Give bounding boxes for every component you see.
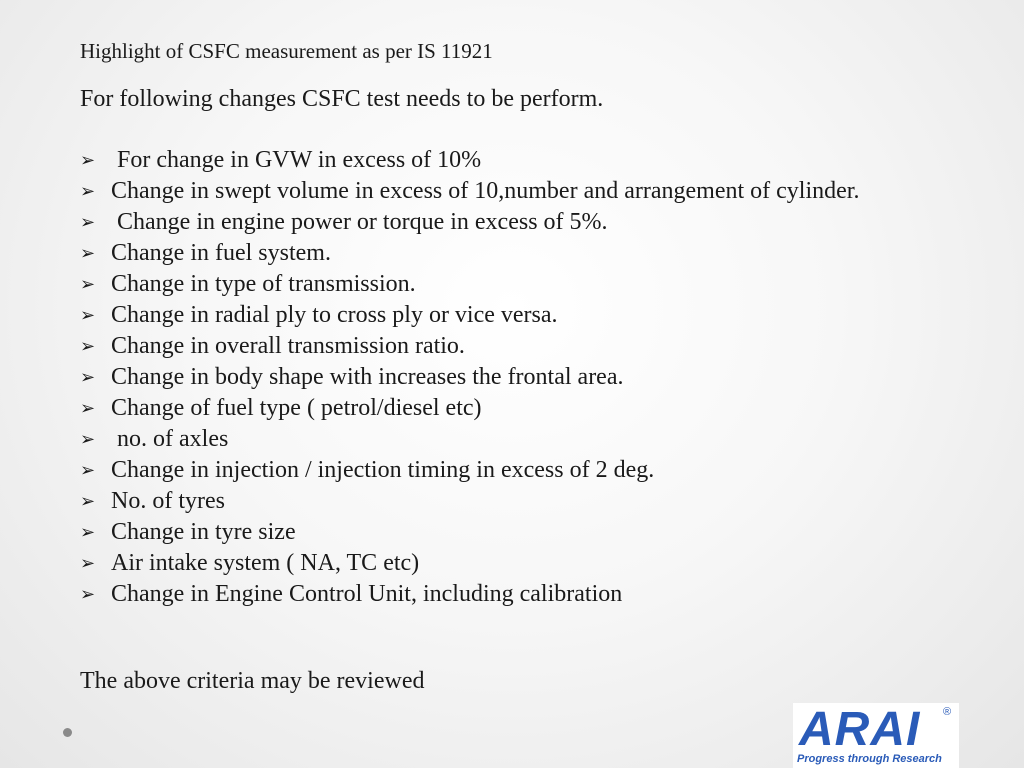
- arrow-bullet-icon: ➢: [80, 181, 96, 202]
- arrow-bullet-icon: ➢: [80, 553, 96, 574]
- list-item: [80, 145, 940, 176]
- list-item: [80, 207, 940, 238]
- list-item-text: no. of axles: [111, 426, 229, 452]
- arrow-bullet-icon: ➢: [80, 336, 96, 357]
- list-item-text: Change in overall transmission ratio.: [111, 333, 465, 359]
- list-item: [80, 362, 940, 393]
- list-item-text: For change in GVW in excess of 10%: [111, 147, 482, 173]
- arai-logo: [793, 703, 959, 768]
- list-item: [80, 517, 940, 548]
- list-item-text: Change in body shape with increases the frontal area.: [111, 364, 624, 390]
- registered-mark: ®: [943, 706, 952, 718]
- list-item-text: Change in type of transmission.: [111, 271, 416, 297]
- arrow-bullet-icon: ➢: [80, 243, 96, 264]
- list-item: [80, 331, 940, 362]
- list-item: [80, 393, 940, 424]
- list-item: [80, 579, 940, 610]
- list-item: [80, 548, 940, 579]
- list-item: [80, 176, 940, 207]
- list-item: [80, 486, 940, 517]
- list-item: [80, 424, 940, 455]
- arrow-bullet-icon: ➢: [80, 491, 96, 512]
- slide-title: Highlight of CSFC measurement as per IS 11921: [80, 39, 493, 63]
- arrow-bullet-icon: ➢: [80, 212, 96, 233]
- arrow-bullet-icon: ➢: [80, 305, 96, 326]
- list-item: [80, 269, 940, 300]
- arrow-bullet-icon: ➢: [80, 522, 96, 543]
- criteria-list: [80, 145, 940, 610]
- list-item-text: Change in swept volume in excess of 10,number and arrangement of cylinder.: [111, 178, 860, 204]
- list-item-text: Change in tyre size: [111, 519, 296, 545]
- intro-text: For following changes CSFC test needs to be perform.: [80, 86, 604, 112]
- list-item: [80, 238, 940, 269]
- closing-text: The above criteria may be reviewed: [80, 668, 425, 694]
- arrow-bullet-icon: ➢: [80, 460, 96, 481]
- list-item: [80, 455, 940, 486]
- slide-indicator-dot-icon: [63, 728, 72, 737]
- list-item-text: Change in fuel system.: [111, 240, 331, 266]
- arrow-bullet-icon: ➢: [80, 274, 96, 295]
- logo-wordmark: ARAI: [799, 703, 921, 756]
- arrow-bullet-icon: ➢: [80, 150, 96, 171]
- list-item-text: Air intake system ( NA, TC etc): [111, 550, 420, 576]
- list-item-text: No. of tyres: [111, 488, 225, 514]
- list-item-text: Change in Engine Control Unit, including calibration: [111, 581, 623, 607]
- list-item-text: Change in injection / injection timing in excess of 2 deg.: [111, 457, 655, 483]
- arrow-bullet-icon: ➢: [80, 429, 96, 450]
- list-item-text: Change of fuel type ( petrol/diesel etc): [111, 395, 482, 421]
- arrow-bullet-icon: ➢: [80, 584, 96, 605]
- list-item-text: Change in engine power or torque in excess of 5%.: [111, 209, 608, 235]
- arrow-bullet-icon: ➢: [80, 398, 96, 419]
- list-item: [80, 300, 940, 331]
- logo-tagline: Progress through Research: [797, 753, 942, 765]
- arrow-bullet-icon: ➢: [80, 367, 96, 388]
- list-item-text: Change in radial ply to cross ply or vice versa.: [111, 302, 558, 328]
